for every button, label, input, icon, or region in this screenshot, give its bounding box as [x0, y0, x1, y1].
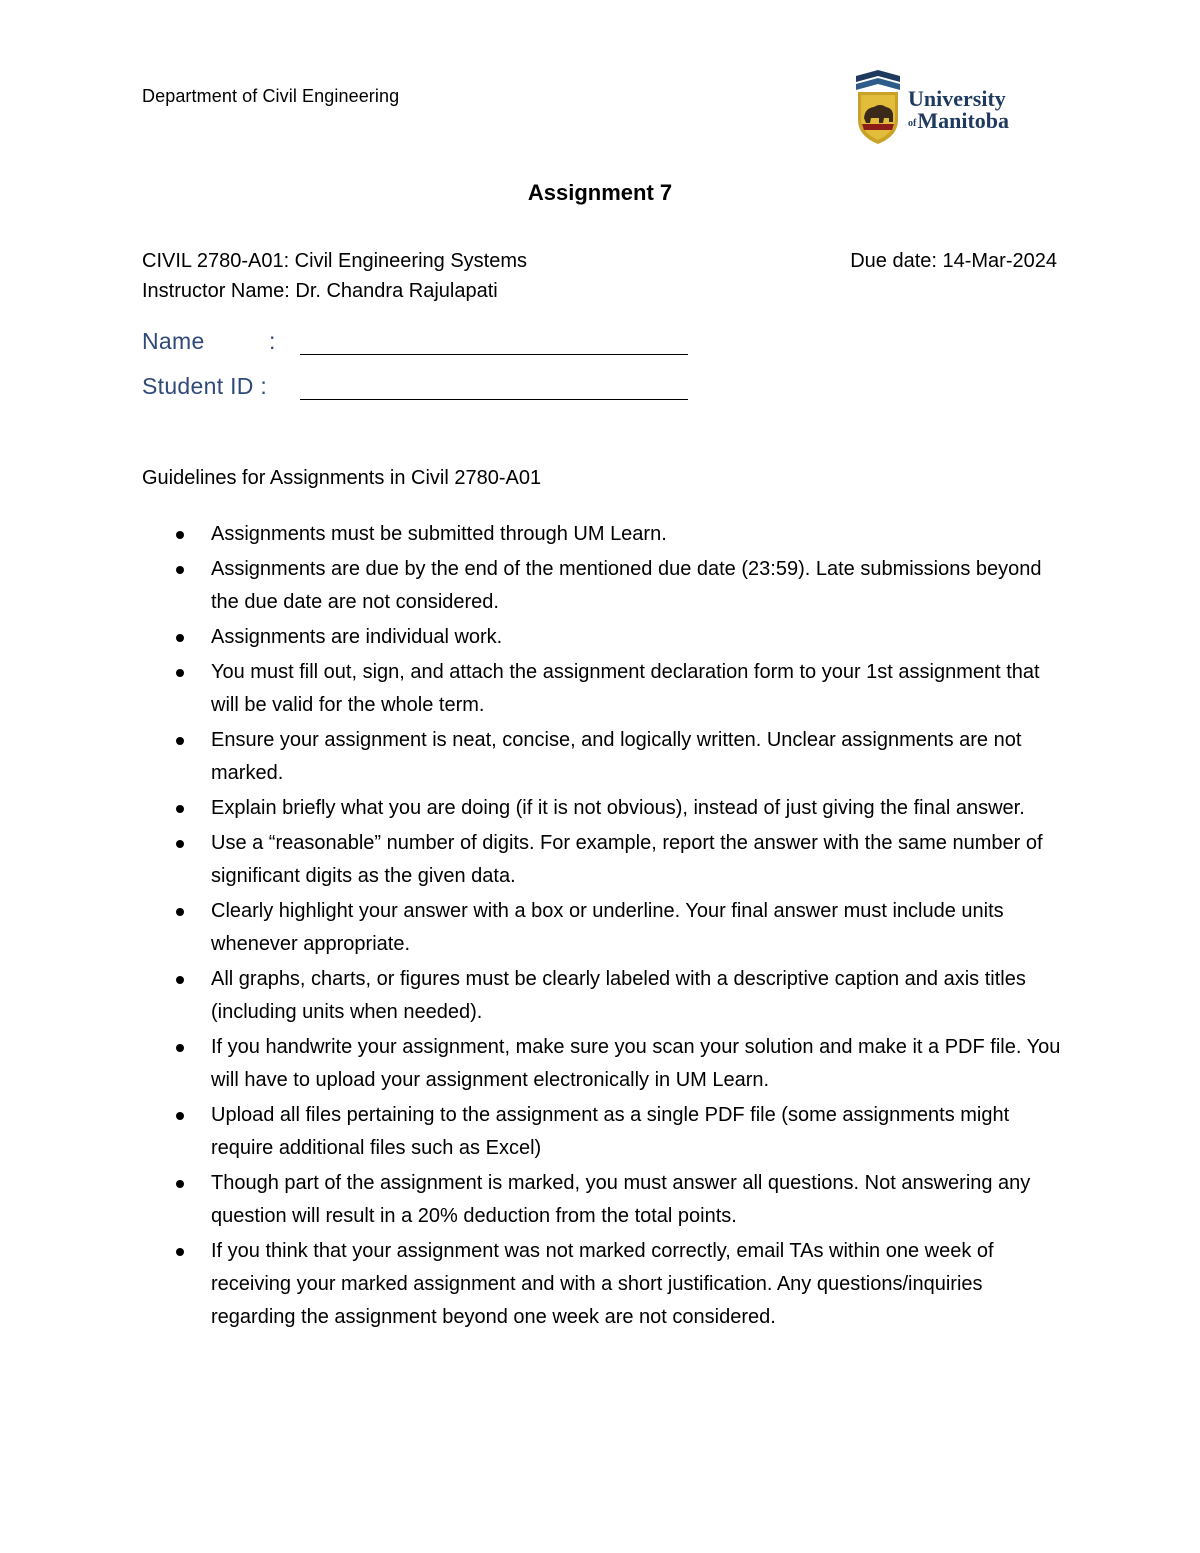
bullet-icon [176, 840, 184, 848]
bullet-icon [176, 669, 184, 677]
bullet-icon [176, 908, 184, 916]
bullet-icon [176, 1044, 184, 1052]
logo-of: of [908, 118, 917, 129]
list-item-text: Use a “reasonable” number of digits. For example, report the answer with the same number of significant digits as the given data. [211, 832, 1043, 887]
list-item-text: Upload all files pertaining to the assignment as a single PDF file (some assignments might require additional files such as Excel) [211, 1104, 1010, 1159]
course-name: CIVIL 2780-A01: Civil Engineering Systems [142, 250, 527, 272]
list-item [142, 724, 1072, 790]
list-item-text: Assignments must be submitted through UM Learn. [211, 523, 667, 545]
bison-crest-icon [852, 70, 904, 146]
due-date: Due date: 14-Mar-2024 [850, 250, 1057, 272]
student-id-label: Student ID : [142, 373, 268, 399]
list-item-text: Assignments are due by the end of the mentioned due date (23:59). Late submissions beyond the due date are not considered. [211, 558, 1042, 613]
list-item [142, 1099, 1072, 1165]
logo-line-university: University [908, 86, 1006, 111]
name-blank-line[interactable] [300, 354, 688, 355]
list-item-text: Though part of the assignment is marked, you must answer all questions. Not answering any question will result in a 20% deduction from the total points. [211, 1172, 1031, 1227]
bullet-icon [176, 634, 184, 642]
list-item [142, 1235, 1072, 1334]
list-item-text: If you think that your assignment was not marked correctly, email TAs within one week of receiving your marked assignment and with a short justification. Any questions/inquiries regarding the assignment beyond one week are not considered. [211, 1240, 994, 1328]
list-item [142, 963, 1072, 1029]
list-item [142, 553, 1072, 619]
course-info [142, 246, 527, 306]
list-item [142, 792, 1072, 825]
list-item-text: Explain briefly what you are doing (if it is not obvious), instead of just giving the final answer. [211, 797, 1025, 819]
bullet-icon [176, 531, 184, 539]
bullet-icon [176, 1112, 184, 1120]
university-logo [852, 70, 1022, 146]
instructor-name: Instructor Name: Dr. Chandra Rajulapati [142, 280, 498, 302]
guidelines-list [142, 518, 1072, 1336]
bullet-icon [176, 805, 184, 813]
list-item-text: Clearly highlight your answer with a box or underline. Your final answer must include units whenever appropriate. [211, 900, 1004, 955]
bullet-icon [176, 1180, 184, 1188]
list-item [142, 1167, 1072, 1233]
list-item-text: Ensure your assignment is neat, concise, and logically written. Unclear assignments are not marked. [211, 729, 1022, 784]
list-item [142, 518, 1072, 551]
bullet-icon [176, 566, 184, 574]
list-item-text: Assignments are individual work. [211, 626, 503, 648]
name-label: Name [142, 328, 205, 354]
list-item [142, 827, 1072, 893]
guidelines-heading: Guidelines for Assignments in Civil 2780-A01 [142, 467, 542, 489]
student-id-blank-line[interactable] [300, 399, 688, 400]
list-item-text: You must fill out, sign, and attach the assignment declaration form to your 1st assignment that will be valid for the whole term. [211, 661, 1040, 716]
logo-wordmark [908, 88, 1009, 132]
assignment-title: Assignment 7 [527, 180, 673, 205]
bullet-icon [176, 1248, 184, 1256]
bullet-icon [176, 737, 184, 745]
logo-manitoba: Manitoba [917, 108, 1010, 133]
list-item [142, 656, 1072, 722]
list-item [142, 895, 1072, 961]
logo-line-manitoba [908, 110, 1009, 132]
list-item-text: If you handwrite your assignment, make sure you scan your solution and make it a PDF file. You will have to upload your assignment electronically in UM Learn. [211, 1036, 1061, 1091]
bullet-icon [176, 976, 184, 984]
list-item [142, 1031, 1072, 1097]
department-name: Department of Civil Engineering [142, 86, 400, 106]
name-colon: : [269, 328, 276, 354]
list-item-text: All graphs, charts, or figures must be clearly labeled with a descriptive caption and axis titles (including units when needed). [211, 968, 1026, 1023]
list-item [142, 621, 1072, 654]
